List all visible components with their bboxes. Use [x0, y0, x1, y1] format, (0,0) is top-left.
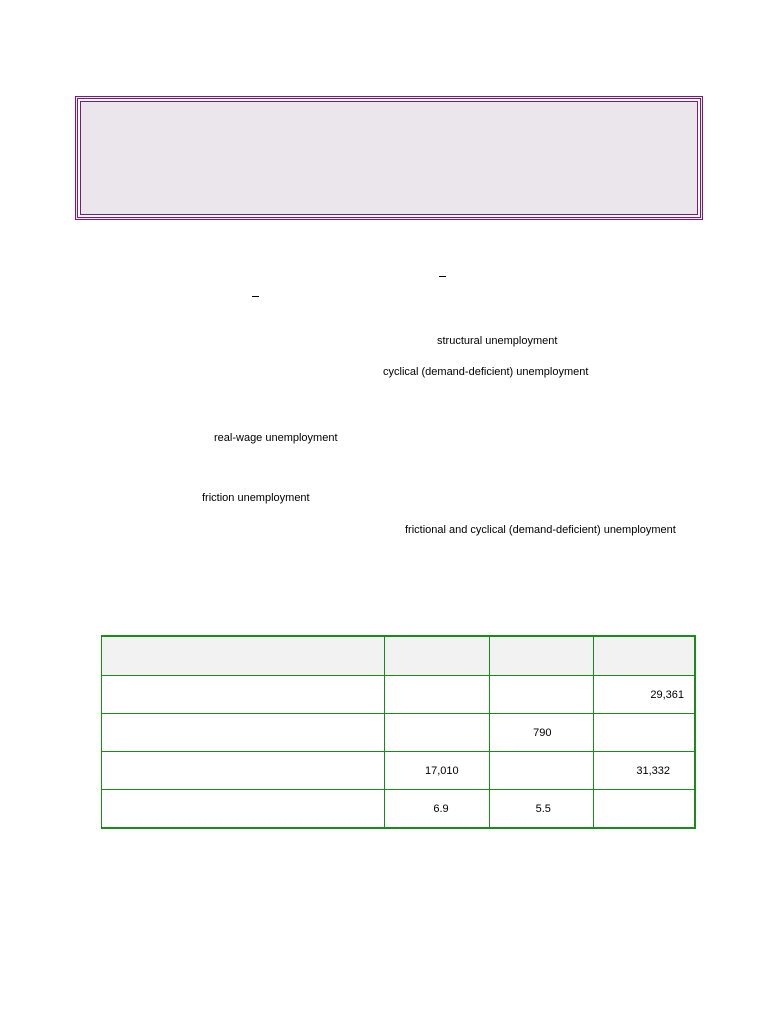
term-cyclical-unemployment: cyclical (demand-deficient) unemployment [383, 366, 589, 378]
data-table [101, 635, 696, 829]
table-header-cell [102, 636, 385, 676]
table-cell [102, 714, 385, 752]
table-cell [489, 676, 593, 714]
table-header-cell [489, 636, 593, 676]
table-header-cell [594, 636, 695, 676]
table-row [102, 714, 696, 752]
table-cell [385, 676, 489, 714]
term-friction-unemployment: friction unemployment [202, 492, 310, 504]
table-cell [102, 752, 385, 790]
table-cell: 6.9 [385, 790, 489, 829]
table-cell: 790 [489, 714, 593, 752]
term-real-wage-unemployment: real-wage unemployment [214, 432, 338, 444]
table-row [102, 752, 696, 790]
term-frictional-cyclical-unemployment: frictional and cyclical (demand-deficient) unemployment [405, 524, 676, 536]
table-cell: 29,361 [594, 676, 695, 714]
table-cell [102, 790, 385, 829]
table-cell [594, 790, 695, 829]
table-header-cell [385, 636, 489, 676]
dash-mark [439, 276, 446, 277]
table-cell [489, 752, 593, 790]
table-header-row [102, 636, 696, 676]
table-cell: 17,010 [385, 752, 489, 790]
table-row [102, 790, 696, 829]
table-cell [102, 676, 385, 714]
table-cell [594, 714, 695, 752]
title-box [75, 96, 703, 220]
table-cell: 31,332 [594, 752, 695, 790]
dash-mark [252, 296, 259, 297]
table-cell [385, 714, 489, 752]
table-cell: 5.5 [489, 790, 593, 829]
term-structural-unemployment: structural unemployment [437, 335, 558, 347]
table-row [102, 676, 696, 714]
